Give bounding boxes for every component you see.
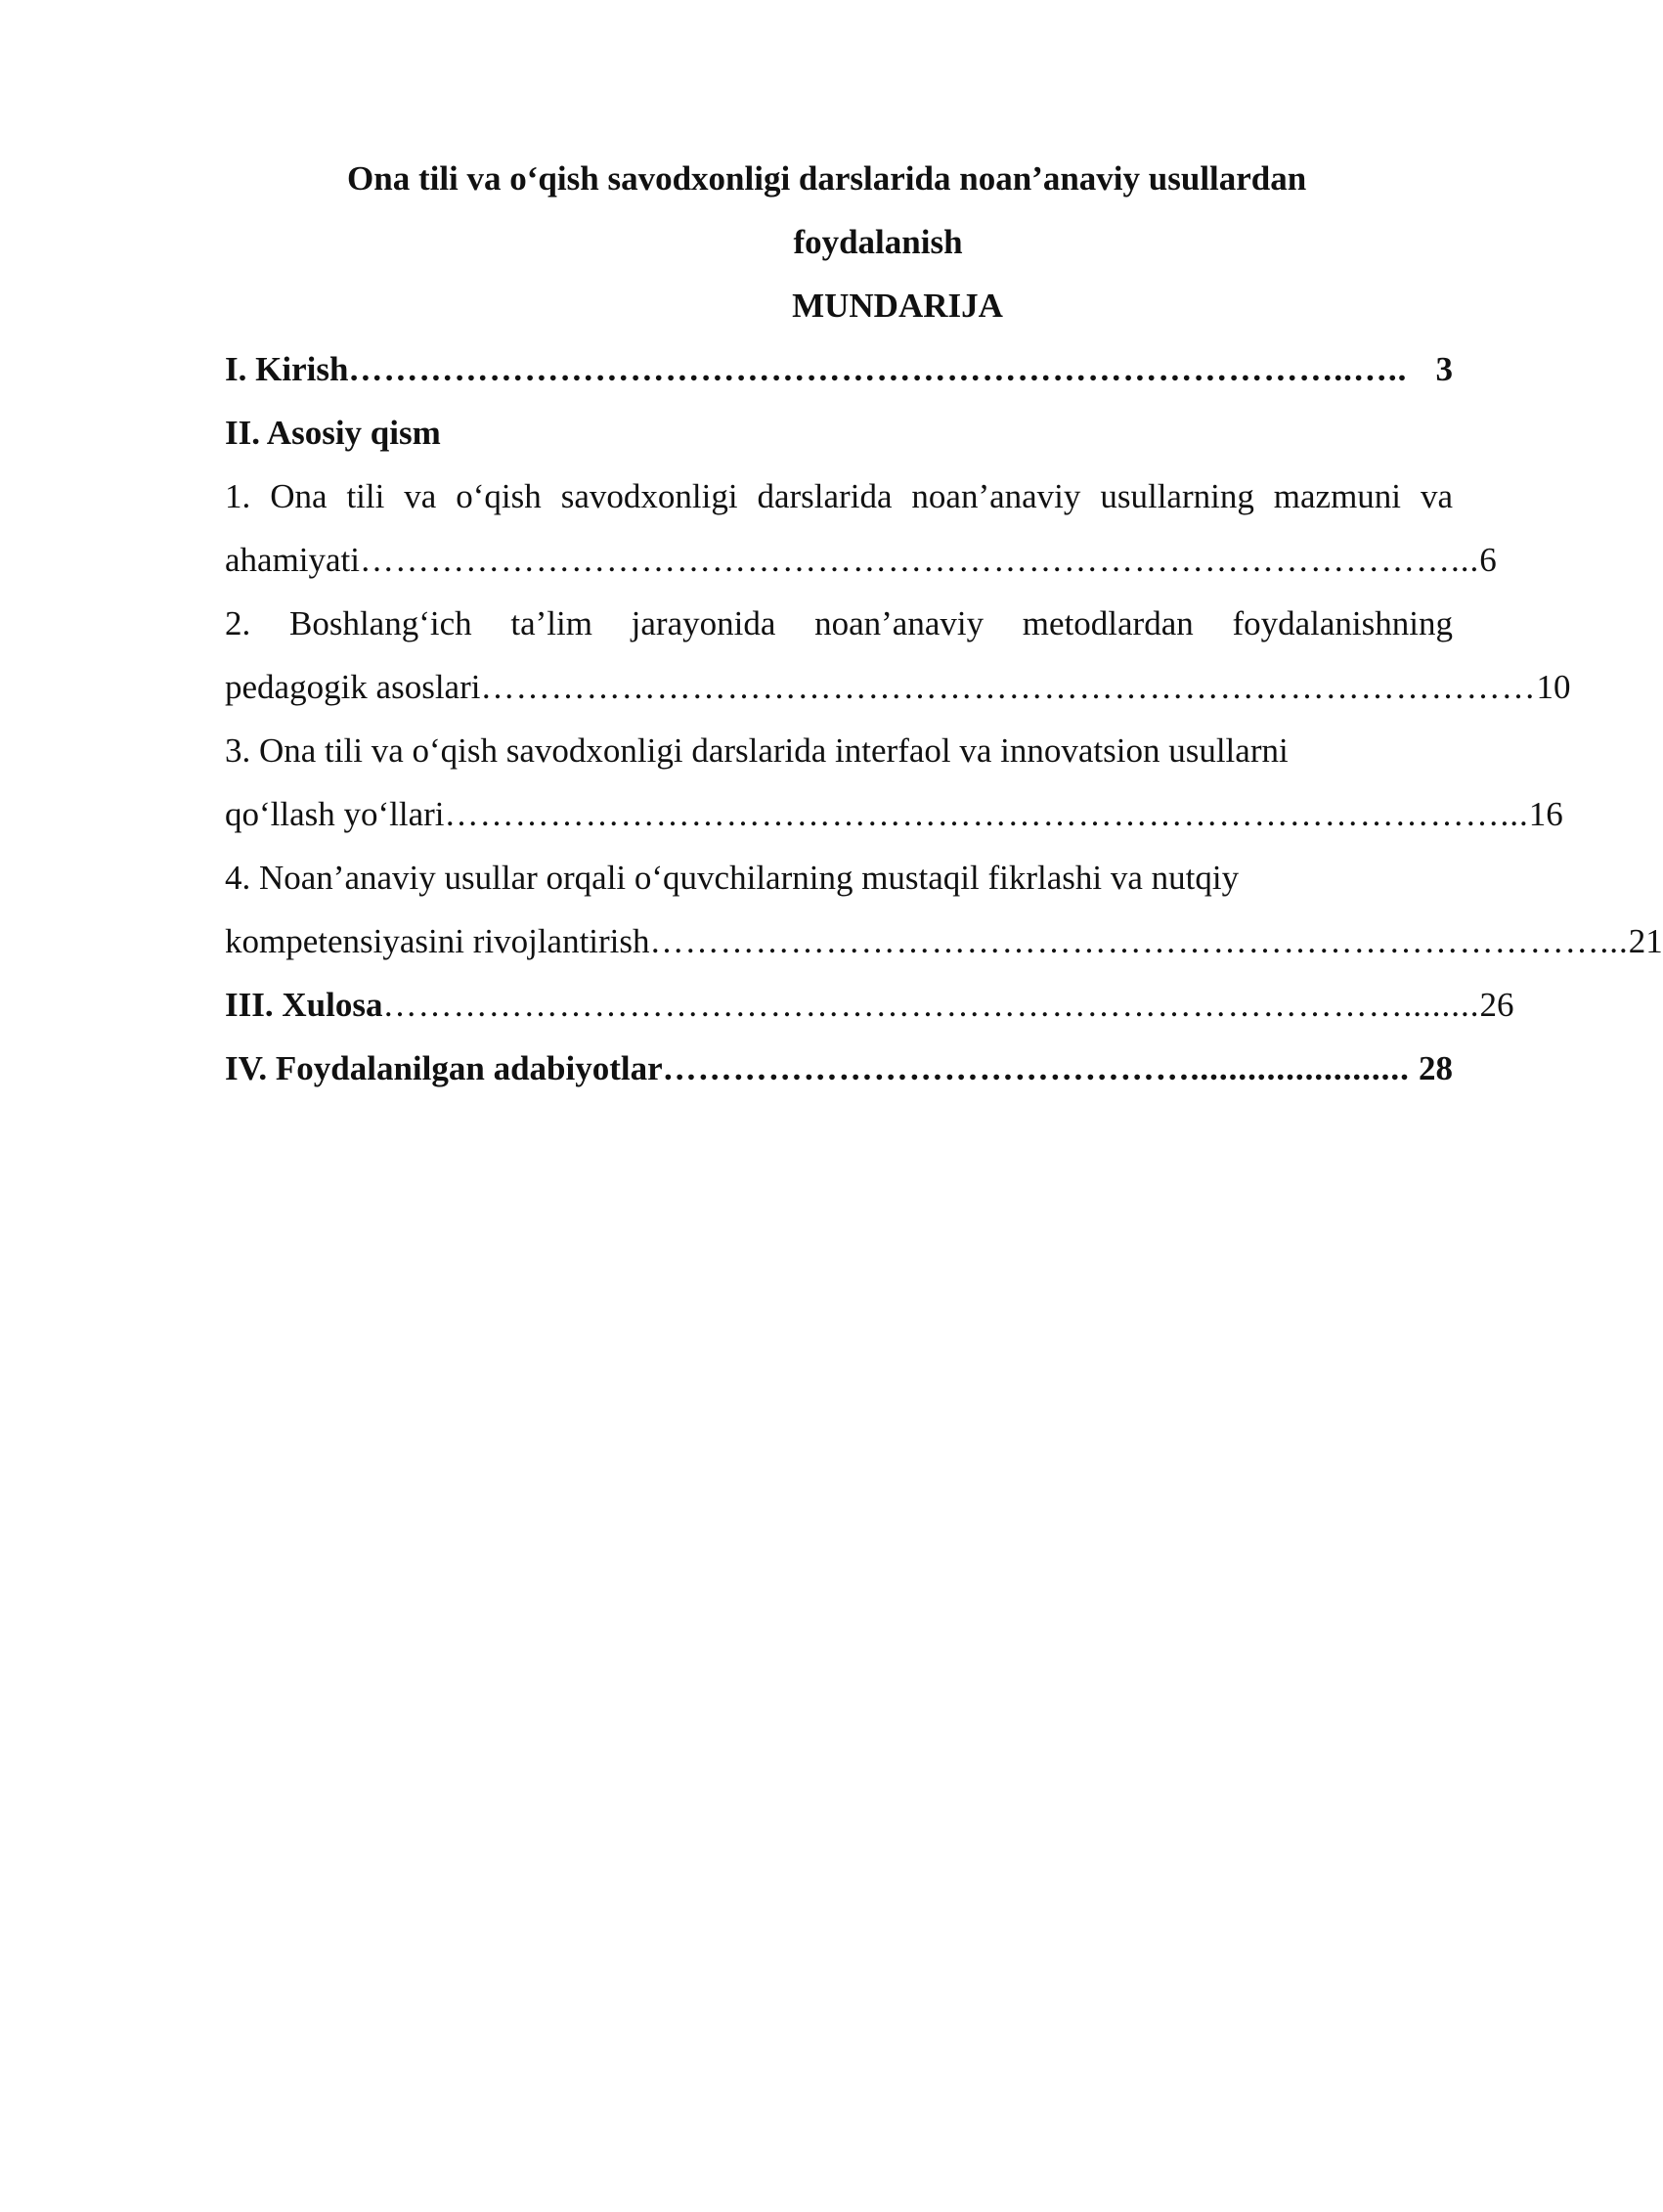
toc-entry-2 xyxy=(225,655,1571,719)
toc-heading: MUNDARIJA xyxy=(792,287,1003,325)
toc-page-number: 10 xyxy=(1536,668,1571,706)
document-content xyxy=(225,147,1663,1100)
toc-entry-label: qo‘llash yo‘llari xyxy=(225,795,445,833)
document-title xyxy=(225,147,1453,274)
toc-entry-label: I. Kirish xyxy=(225,350,349,388)
dot-leader: …………………………………………………………………………..….. xyxy=(348,350,1408,388)
toc-page-number: 16 xyxy=(1528,795,1563,833)
dot-leader: …………………………………………………………………………………... xyxy=(360,541,1480,579)
toc-entry-label: pedagogik asoslari xyxy=(225,668,481,706)
dot-leader: ……………………………………………………………………………........ xyxy=(382,986,1480,1024)
toc-entry-label: IV. Foydalanilgan adabiyotlar xyxy=(225,1049,663,1087)
dot-leader: ………………………………………....................... xyxy=(662,1049,1410,1087)
title-line-1: Ona tili va o‘qish savodxonligi darslarida noan’anaviy usullardan xyxy=(347,159,1307,198)
toc-entry-label: kompetensiyasini rivojlantirish xyxy=(225,922,650,960)
toc-entry-3-line-1: 3. Ona tili va o‘qish savodxonligi darslarida interfaol va innovatsion usullarni xyxy=(225,731,1289,770)
dot-leader: ………………………………………………………………………………... xyxy=(444,795,1529,833)
toc-entry-adabiyotlar xyxy=(225,1037,1453,1100)
title-line-2: foydalanish xyxy=(793,223,963,261)
toc-page-number: 3 xyxy=(1435,350,1453,388)
toc-entry-label: ahamiyati xyxy=(225,541,361,579)
toc-entry-3 xyxy=(225,782,1563,846)
dot-leader: ………………………………………………………………………... xyxy=(649,922,1629,960)
toc-page-number: 28 xyxy=(1419,1049,1453,1087)
toc-section-asosiy: II. Asosiy qism xyxy=(225,414,441,452)
toc-entry-4-line-1: 4. Noan’anaviy usullar orqali o‘quvchilarning mustaqil fikrlashi va nutqiy xyxy=(225,859,1240,897)
toc-entry-2-line-1: 2. Boshlang‘ich ta’lim jarayonida noan’anaviy metodlardan foydalanishning xyxy=(225,604,1453,642)
dot-leader: ……………………………………………………………………………… xyxy=(480,668,1537,706)
toc-entry-4 xyxy=(225,909,1663,973)
toc-page-number: 21 xyxy=(1628,922,1663,960)
toc-entry-kirish xyxy=(225,337,1453,401)
toc-entry-label: III. Xulosa xyxy=(225,986,383,1024)
toc-entry-1-line-1: 1. Ona tili va o‘qish savodxonligi darslarida noan’anaviy usullarning mazmuni va xyxy=(225,477,1453,515)
toc-entry-xulosa xyxy=(225,973,1514,1037)
toc-page-number: 6 xyxy=(1479,541,1497,579)
toc-entry-1 xyxy=(225,528,1497,592)
toc-page-number: 26 xyxy=(1479,986,1514,1024)
